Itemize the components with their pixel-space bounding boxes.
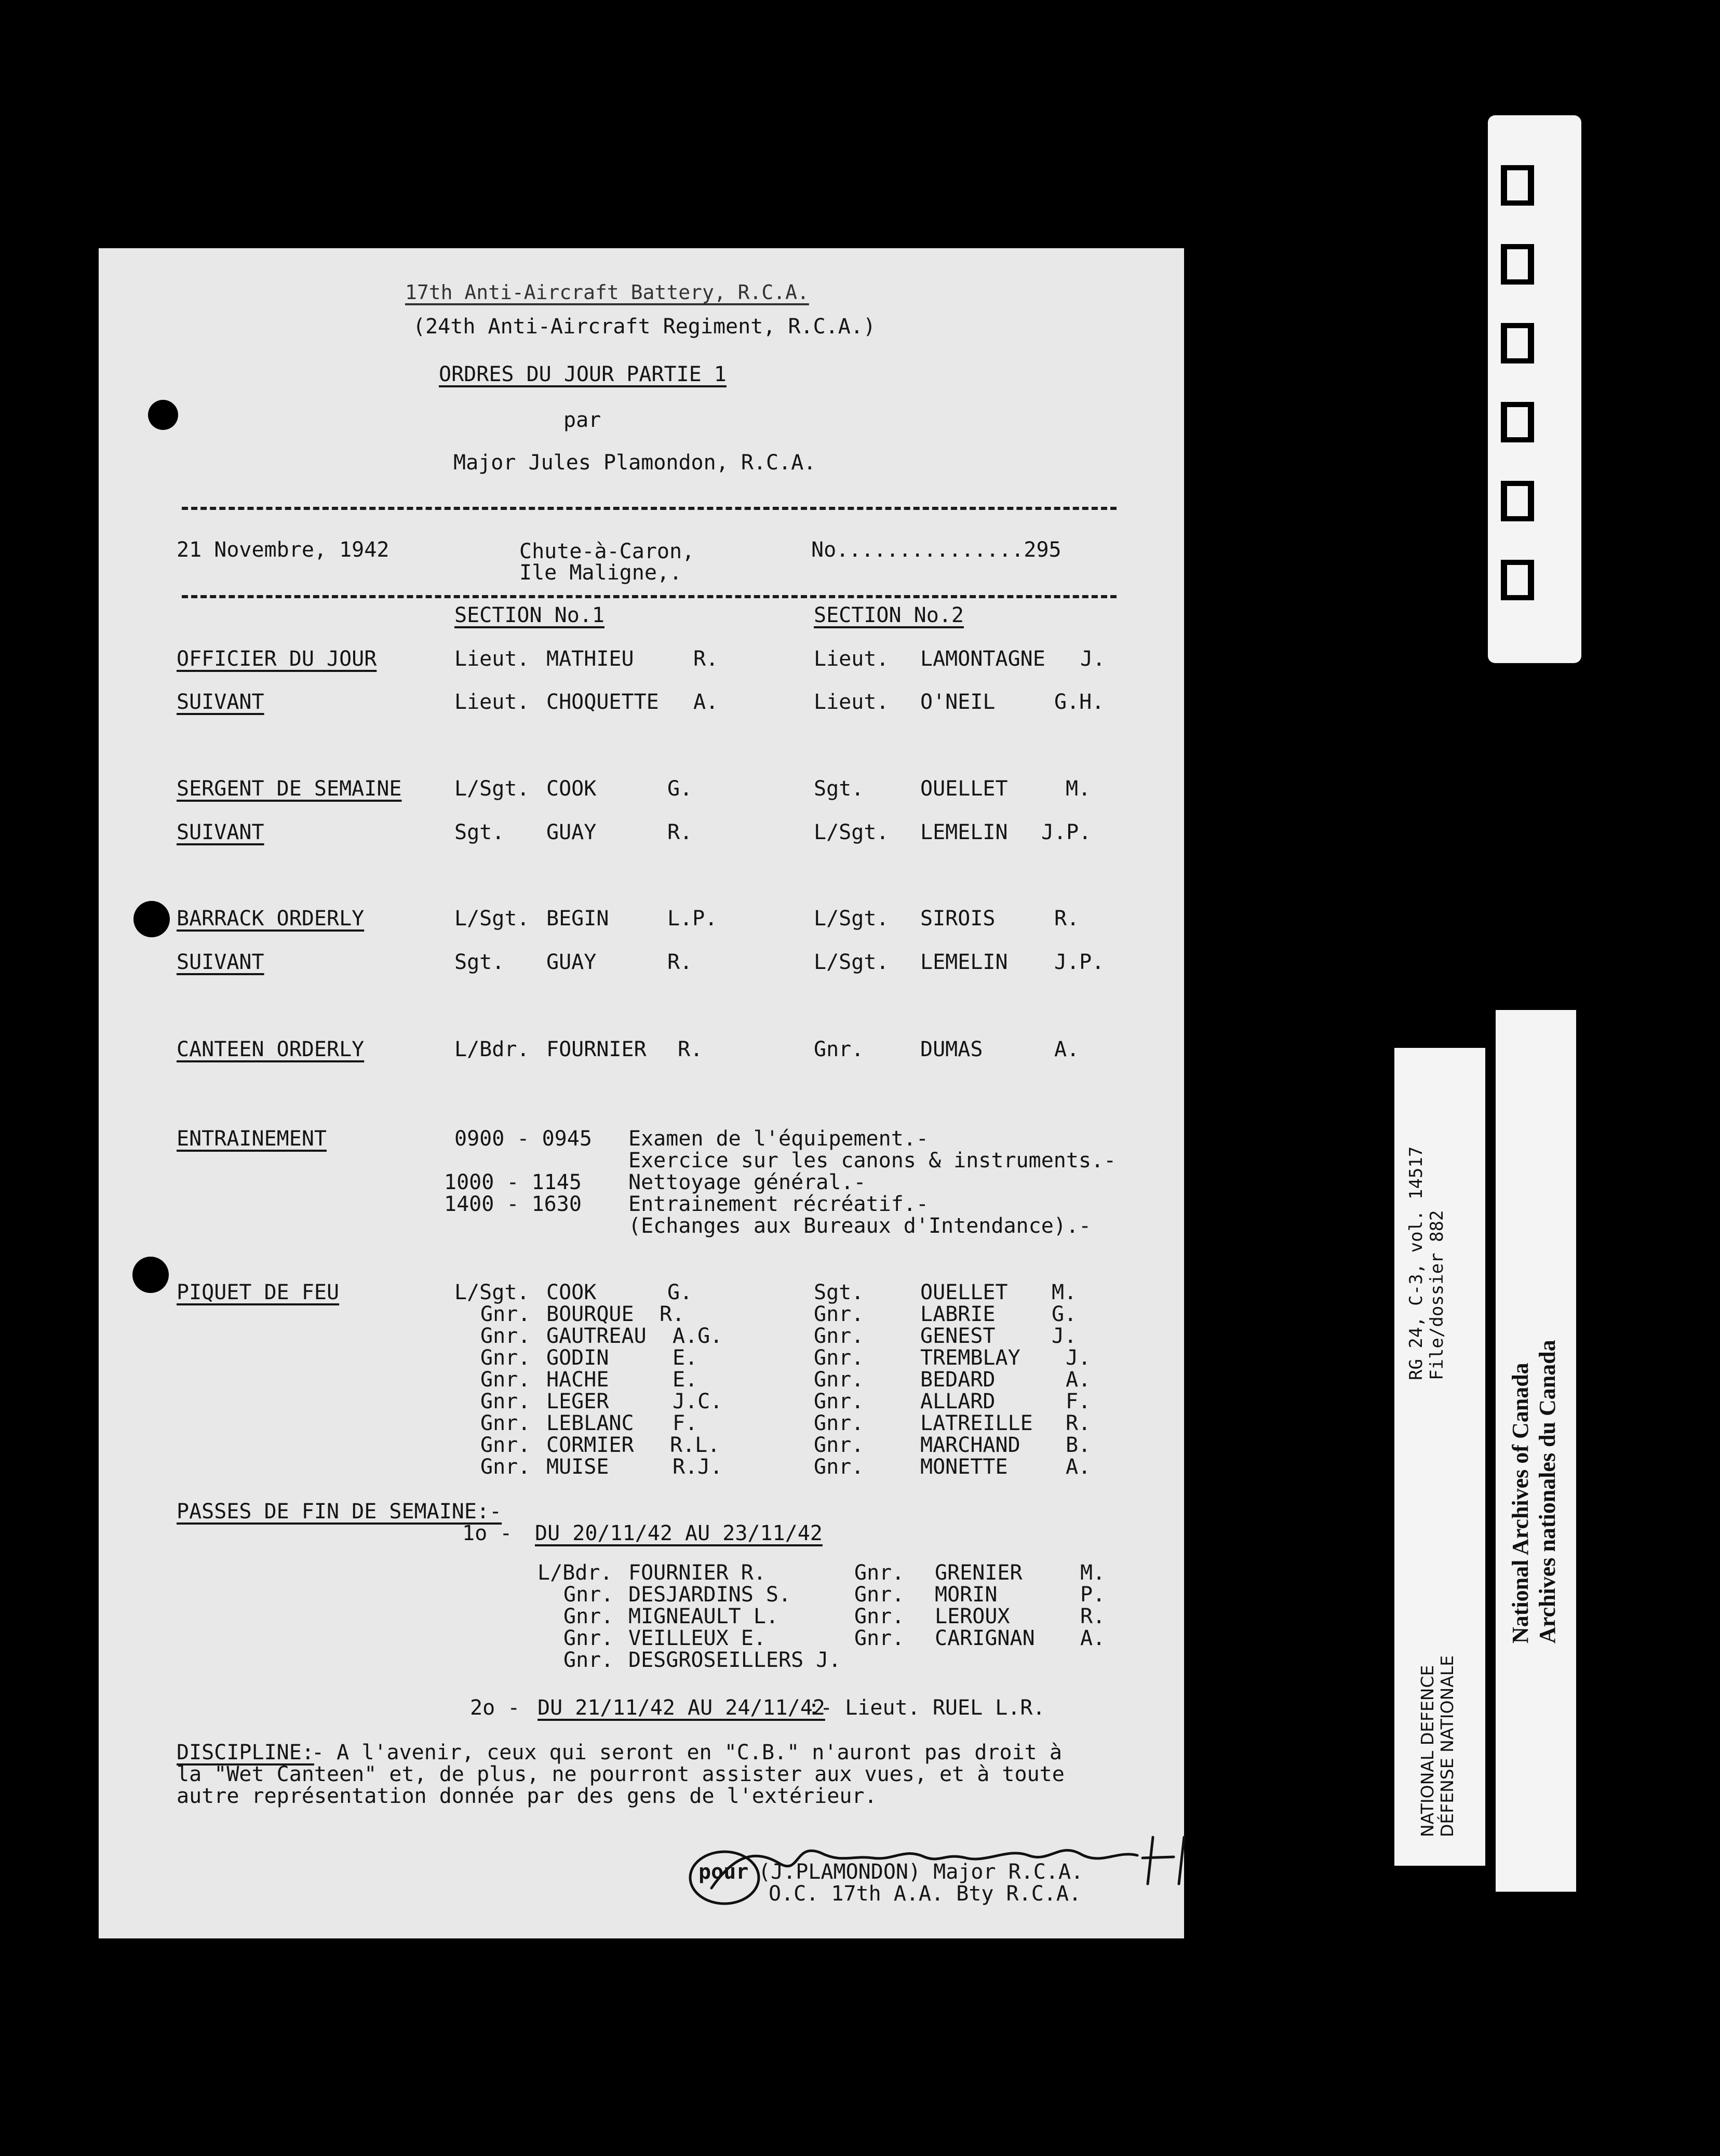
duty-initials: R. bbox=[667, 820, 693, 844]
picket-initials: R.L. bbox=[670, 1433, 720, 1457]
picket-name: HACHE bbox=[546, 1368, 609, 1392]
punch-hole bbox=[132, 1257, 169, 1293]
training-item: Nettoyage général.- bbox=[628, 1170, 866, 1194]
frame-mark bbox=[1501, 402, 1534, 442]
pass-2-dates: DU 21/11/42 AU 24/11/42 bbox=[538, 1696, 825, 1720]
place-line-1: Chute-à-Caron, bbox=[519, 540, 695, 563]
picket-rank: Gnr. bbox=[480, 1346, 531, 1370]
duty-rank: L/Sgt. bbox=[814, 950, 889, 974]
picket-rank: Gnr. bbox=[814, 1346, 864, 1370]
picket-name: MONETTE bbox=[920, 1455, 1008, 1479]
picket-name: LEGER bbox=[546, 1390, 609, 1413]
pass-rank: Gnr. bbox=[563, 1648, 614, 1672]
discipline-line-2: la "Wet Canteen" et, de plus, ne pourront assister aux vues, et à toute bbox=[177, 1762, 1065, 1786]
place-line-2: Ile Maligne,. bbox=[519, 561, 682, 585]
orders-title: ORDRES DU JOUR PARTIE 1 bbox=[439, 362, 727, 386]
picket-rank: Gnr. bbox=[814, 1324, 864, 1348]
picket-initials: A. bbox=[1066, 1455, 1091, 1479]
pass-initials: P. bbox=[1080, 1583, 1106, 1607]
pass-rank: Gnr. bbox=[854, 1561, 905, 1585]
duty-initials: R. bbox=[678, 1037, 703, 1061]
signatory-line-1: (J.PLAMONDON) Major R.C.A. bbox=[758, 1860, 1084, 1884]
training-item: Entrainement récréatif.- bbox=[628, 1192, 929, 1216]
picket-rank: Gnr. bbox=[480, 1368, 531, 1392]
duty-rank: L/Sgt. bbox=[454, 907, 530, 931]
archives-canada-text bbox=[1507, 1340, 1561, 1643]
punch-hole bbox=[133, 901, 170, 937]
duty-name: O'NEIL bbox=[920, 690, 996, 714]
picket-name: GENEST bbox=[920, 1324, 996, 1348]
picket-initials: J. bbox=[1052, 1324, 1077, 1348]
frame-mark bbox=[1501, 244, 1534, 285]
regiment-heading: (24th Anti-Aircraft Regiment, R.C.A.) bbox=[413, 315, 876, 339]
pass-name: LEROUX bbox=[935, 1605, 1010, 1628]
picket-name: GAUTREAU bbox=[546, 1324, 647, 1348]
picket-initials: R.J. bbox=[673, 1455, 723, 1479]
picket-name: LATREILLE bbox=[920, 1411, 1033, 1435]
pass-rank: Gnr. bbox=[563, 1583, 614, 1607]
duty-label: SUIVANT bbox=[177, 820, 264, 844]
duty-name: LAMONTAGNE bbox=[920, 647, 1045, 671]
duty-label: CANTEEN ORDERLY bbox=[177, 1037, 365, 1061]
picket-rank: Gnr. bbox=[480, 1455, 531, 1479]
picket-rank: Gnr. bbox=[814, 1433, 864, 1457]
duty-initials: A. bbox=[693, 690, 719, 714]
duty-name: OUELLET bbox=[920, 777, 1008, 801]
picket-initials: F. bbox=[673, 1411, 698, 1435]
picket-name: ALLARD bbox=[920, 1390, 996, 1413]
picket-rank: L/Sgt. bbox=[454, 1281, 530, 1304]
training-time: 1000 - 1145 bbox=[444, 1170, 582, 1194]
picket-rank: Sgt. bbox=[814, 1281, 864, 1304]
picket-rank: Gnr. bbox=[480, 1411, 531, 1435]
picket-initials: M. bbox=[1052, 1281, 1077, 1304]
document-page bbox=[99, 248, 1184, 1938]
duty-rank: L/Bdr. bbox=[454, 1037, 530, 1061]
pass-name: DESJARDINS S. bbox=[628, 1583, 791, 1607]
picket-rank: Gnr. bbox=[480, 1390, 531, 1413]
frame-mark bbox=[1501, 481, 1534, 521]
picket-name: BOURQUE bbox=[546, 1302, 634, 1326]
duty-label: BARRACK ORDERLY bbox=[177, 907, 365, 931]
archives-en: National Archives of Canada bbox=[1508, 1363, 1533, 1643]
unit-heading: 17th Anti-Aircraft Battery, R.C.A. bbox=[405, 281, 809, 304]
divider-top bbox=[182, 507, 1117, 510]
pass-name: VEILLEUX E. bbox=[628, 1626, 766, 1650]
pass-name: CARIGNAN bbox=[935, 1626, 1035, 1650]
picket-name: GODIN bbox=[546, 1346, 609, 1370]
duty-rank: Lieut. bbox=[814, 647, 889, 671]
archive-reference-label bbox=[1394, 1048, 1485, 1866]
duty-rank: L/Sgt. bbox=[814, 907, 889, 931]
duty-rank: Lieut. bbox=[454, 690, 530, 714]
pass-rank: Gnr. bbox=[854, 1605, 905, 1628]
order-date: 21 Novembre, 1942 bbox=[177, 538, 389, 562]
pass-initials: M. bbox=[1080, 1561, 1106, 1585]
picket-name: MUISE bbox=[546, 1455, 609, 1479]
picket-initials: G. bbox=[1052, 1302, 1077, 1326]
duty-name: GUAY bbox=[546, 950, 597, 974]
picket-name: LEBLANC bbox=[546, 1411, 634, 1435]
duty-rank: Sgt. bbox=[454, 950, 505, 974]
signatory-line-2: O.C. 17th A.A. Bty R.C.A. bbox=[769, 1882, 1082, 1906]
pass-rank: Gnr. bbox=[854, 1626, 905, 1650]
pass-initials: A. bbox=[1080, 1626, 1106, 1650]
picket-initials: J. bbox=[1066, 1346, 1091, 1370]
training-time: 0900 - 0945 bbox=[454, 1127, 592, 1151]
pass-rank: Gnr. bbox=[563, 1605, 614, 1628]
picket-name: TREMBLAY bbox=[920, 1346, 1020, 1370]
pass-initials: R. bbox=[1080, 1605, 1106, 1628]
picket-label: PIQUET DE FEU bbox=[177, 1281, 340, 1304]
duty-initials: J.P. bbox=[1054, 950, 1105, 974]
frame-mark bbox=[1501, 165, 1534, 206]
pass-2-officer: :- Lieut. RUEL L.R. bbox=[808, 1696, 1045, 1720]
pass-name: MIGNEAULT L. bbox=[628, 1605, 778, 1628]
picket-rank: Gnr. bbox=[814, 1302, 864, 1326]
duty-rank: L/Sgt. bbox=[454, 777, 530, 801]
picket-name: OUELLET bbox=[920, 1281, 1008, 1304]
archive-ref-line-2: File/dossier 882 bbox=[1427, 1210, 1447, 1380]
pass-1-number: 1o - bbox=[462, 1521, 513, 1545]
picket-name: LABRIE bbox=[920, 1302, 996, 1326]
archive-reference bbox=[1406, 1147, 1447, 1380]
commander-name: Major Jules Plamondon, R.C.A. bbox=[453, 451, 816, 475]
training-item: Examen de l'équipement.- bbox=[628, 1127, 929, 1151]
duty-rank: Sgt. bbox=[454, 820, 505, 844]
pour-label: pour bbox=[698, 1860, 749, 1884]
picket-initials: B. bbox=[1066, 1433, 1091, 1457]
picket-rank: Gnr. bbox=[480, 1302, 531, 1326]
punch-hole bbox=[148, 400, 178, 430]
discipline-label: DISCIPLINE: bbox=[177, 1741, 314, 1764]
duty-name: FOURNIER bbox=[546, 1037, 647, 1061]
duty-initials: R. bbox=[1054, 907, 1080, 931]
duty-label: SUIVANT bbox=[177, 690, 264, 714]
duty-initials: R. bbox=[667, 950, 693, 974]
duty-rank: L/Sgt. bbox=[814, 820, 889, 844]
discipline-line-1: - A l'avenir, ceux qui seront en "C.B." n'auront pas droit à bbox=[312, 1741, 1062, 1764]
duty-name: BEGIN bbox=[546, 907, 609, 931]
picket-name: COOK bbox=[546, 1281, 597, 1304]
picket-name: BEDARD bbox=[920, 1368, 996, 1392]
picket-initials: R. bbox=[1066, 1411, 1091, 1435]
duty-label: OFFICIER DU JOUR bbox=[177, 647, 377, 671]
picket-rank: Gnr. bbox=[480, 1324, 531, 1348]
picket-initials: J.C. bbox=[673, 1390, 723, 1413]
department-label bbox=[1418, 1655, 1457, 1837]
pass-rank: Gnr. bbox=[563, 1626, 614, 1650]
pass-name: MORIN bbox=[935, 1583, 998, 1607]
picket-rank: Gnr. bbox=[814, 1455, 864, 1479]
duty-initials: G.H. bbox=[1054, 690, 1105, 714]
picket-initials: E. bbox=[673, 1368, 698, 1392]
pass-rank: L/Bdr. bbox=[538, 1561, 613, 1585]
picket-initials: A. bbox=[1066, 1368, 1091, 1392]
pass-name: GRENIER bbox=[935, 1561, 1023, 1585]
picket-rank: Gnr. bbox=[814, 1368, 864, 1392]
picket-name: MARCHAND bbox=[920, 1433, 1020, 1457]
pass-2-number: 2o - bbox=[470, 1696, 520, 1720]
pass-name: FOURNIER R. bbox=[628, 1561, 766, 1585]
pass-1-dates: DU 20/11/42 AU 23/11/42 bbox=[535, 1521, 823, 1545]
duty-rank: Lieut. bbox=[454, 647, 530, 671]
duty-label: SUIVANT bbox=[177, 950, 264, 974]
picket-rank: Gnr. bbox=[480, 1433, 531, 1457]
duty-name: CHOQUETTE bbox=[546, 690, 659, 714]
duty-name: SIROIS bbox=[920, 907, 996, 931]
picket-rank: Gnr. bbox=[814, 1390, 864, 1413]
order-number: No...............295 bbox=[811, 538, 1061, 562]
duty-name: MATHIEU bbox=[546, 647, 634, 671]
archives-canada-label bbox=[1496, 1010, 1576, 1892]
duty-rank: Lieut. bbox=[814, 690, 889, 714]
training-item: (Echanges aux Bureaux d'Intendance).- bbox=[628, 1214, 1092, 1238]
picket-initials: G. bbox=[667, 1281, 693, 1304]
pass-rank: Gnr. bbox=[854, 1583, 905, 1607]
section-2-header: SECTION No.2 bbox=[814, 603, 964, 627]
picket-initials: F. bbox=[1066, 1390, 1091, 1413]
department-en: NATIONAL DEFENCE bbox=[1417, 1665, 1437, 1837]
picket-initials: A.G. bbox=[673, 1324, 723, 1348]
section-1-header: SECTION No.1 bbox=[454, 603, 604, 627]
duty-name: COOK bbox=[546, 777, 597, 801]
duty-initials: J.P. bbox=[1041, 820, 1092, 844]
pass-name: DESGROSEILLERS J. bbox=[628, 1648, 841, 1672]
passes-label: PASSES DE FIN DE SEMAINE:- bbox=[177, 1500, 502, 1524]
picket-initials: E. bbox=[673, 1346, 698, 1370]
frame-mark bbox=[1501, 323, 1534, 363]
archive-ref-line-1: RG 24, C-3, vol. 14517 bbox=[1406, 1146, 1427, 1380]
training-label: ENTRAINEMENT bbox=[177, 1127, 327, 1151]
frame-mark bbox=[1501, 560, 1534, 600]
duty-name: LEMELIN bbox=[920, 950, 1008, 974]
divider-bottom bbox=[182, 595, 1117, 598]
duty-label: SERGENT DE SEMAINE bbox=[177, 777, 402, 801]
picket-initials: R. bbox=[660, 1302, 685, 1326]
duty-initials: G. bbox=[667, 777, 693, 801]
duty-initials: M. bbox=[1066, 777, 1091, 801]
training-time: 1400 - 1630 bbox=[444, 1192, 582, 1216]
duty-rank: Gnr. bbox=[814, 1037, 864, 1061]
archives-fr: Archives nationales du Canada bbox=[1535, 1340, 1560, 1643]
duty-name: GUAY bbox=[546, 820, 597, 844]
duty-name: DUMAS bbox=[920, 1037, 983, 1061]
duty-initials: L.P. bbox=[667, 907, 718, 931]
par-label: par bbox=[563, 408, 601, 432]
training-item: Exercice sur les canons & instruments.- bbox=[628, 1149, 1117, 1173]
picket-rank: Gnr. bbox=[814, 1411, 864, 1435]
picket-name: CORMIER bbox=[546, 1433, 634, 1457]
duty-initials: A. bbox=[1054, 1037, 1080, 1061]
discipline-line-3: autre représentation donnée par des gens de l'extérieur. bbox=[177, 1784, 877, 1808]
duty-name: LEMELIN bbox=[920, 820, 1008, 844]
department-fr: DÉFENSE NATIONALE bbox=[1437, 1655, 1457, 1837]
duty-rank: Sgt. bbox=[814, 777, 864, 801]
duty-initials: J. bbox=[1080, 647, 1106, 671]
duty-initials: R. bbox=[693, 647, 719, 671]
